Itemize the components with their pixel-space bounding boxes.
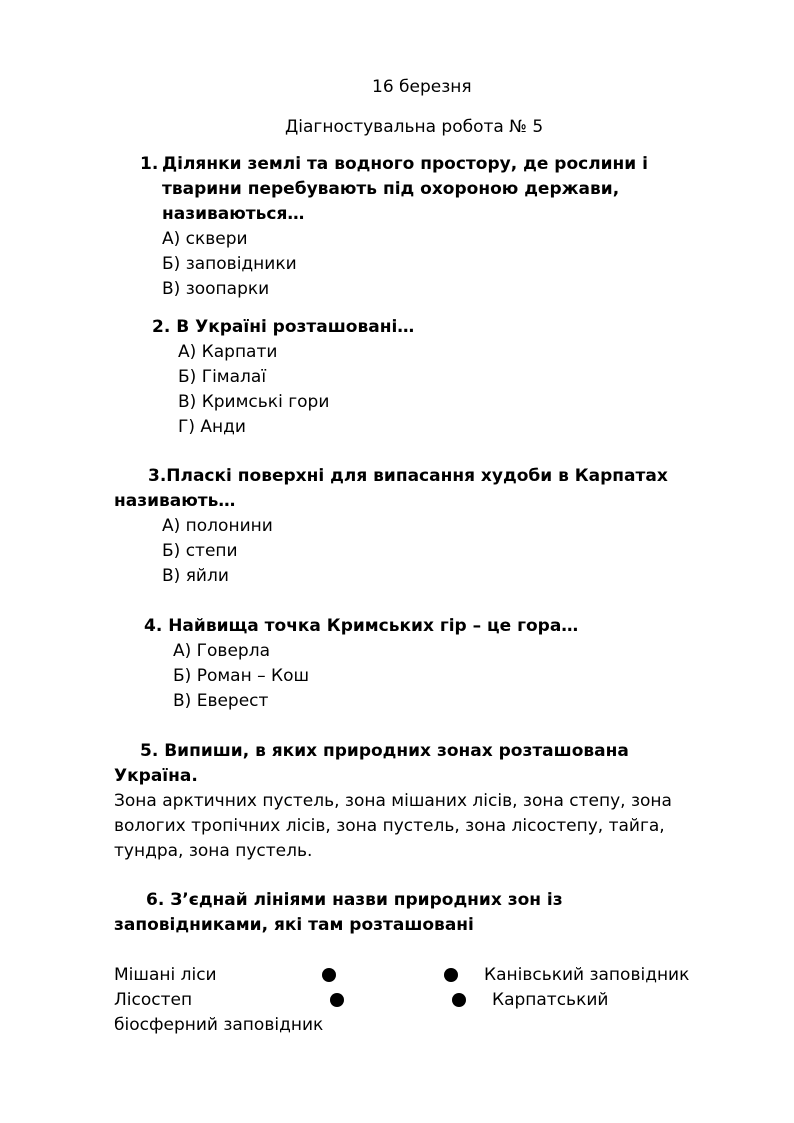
match-dot-left-2[interactable] bbox=[330, 993, 344, 1007]
question-3-option-b: Б) степи bbox=[162, 541, 238, 561]
question-1-text-line: тварини перебувають під охороною держави, bbox=[162, 179, 620, 199]
question-2-option-b: Б) Гімалаї bbox=[178, 367, 267, 387]
question-3-option-a: А) полонини bbox=[162, 516, 273, 536]
question-1-option-b: Б) заповідники bbox=[162, 254, 297, 274]
question-1-option-c: В) зоопарки bbox=[162, 279, 270, 299]
question-2-option-d: Г) Анди bbox=[178, 417, 246, 437]
question-1-text-line: називаються… bbox=[162, 204, 305, 224]
question-2-option-a: А) Карпати bbox=[178, 342, 278, 362]
question-4-text: 4. Найвища точка Кримських гір – це гора… bbox=[144, 616, 579, 636]
question-5-text-line: Україна. bbox=[114, 766, 198, 786]
question-5-body-line: вологих тропічних лісів, зона пустель, зона лісостепу, тайга, bbox=[114, 816, 665, 836]
question-3-text-line: 3.Пласкі поверхні для випасання худоби в Карпатах bbox=[148, 466, 668, 486]
question-2-option-c: В) Кримські гори bbox=[178, 392, 330, 412]
question-6-text-line: 6. З’єднай лініями назви природних зон із bbox=[146, 890, 563, 910]
question-1-text-line: Ділянки землі та водного простору, де рослини і bbox=[162, 154, 648, 174]
match-dot-left-1[interactable] bbox=[322, 968, 336, 982]
question-6-text-line: заповідниками, які там розташовані bbox=[114, 915, 474, 935]
reserve-right-carpathian: Карпатський bbox=[492, 990, 609, 1010]
zone-left-forest-steppe: Лісостеп bbox=[114, 990, 193, 1010]
question-1-number: 1. bbox=[140, 154, 159, 174]
question-3-text-line: називають… bbox=[114, 491, 236, 511]
zone-left-mixed-forests: Мішані ліси bbox=[114, 965, 217, 985]
question-5-body-line: тундра, зона пустель. bbox=[114, 841, 313, 861]
match-dot-right-2[interactable] bbox=[452, 993, 466, 1007]
question-5-text-line: 5. Випиши, в яких природних зонах розташована bbox=[140, 741, 629, 761]
date: 16 березня bbox=[372, 77, 472, 97]
question-3-option-c: В) яйли bbox=[162, 566, 229, 586]
reserve-right-kaniv: Канівський заповідник bbox=[484, 965, 690, 985]
question-1-option-a: А) сквери bbox=[162, 229, 248, 249]
page-title: Діагностувальна робота № 5 bbox=[285, 117, 544, 137]
question-4-option-b: Б) Роман – Кош bbox=[173, 666, 310, 686]
question-4-option-a: А) Говерла bbox=[173, 641, 270, 661]
question-5-body-line: Зона арктичних пустель, зона мішаних лісів, зона степу, зона bbox=[114, 791, 672, 811]
reserve-right-carpathian-wrap: біосферний заповідник bbox=[114, 1015, 324, 1035]
match-dot-right-1[interactable] bbox=[444, 968, 458, 982]
question-2-text: 2. В Україні розташовані… bbox=[152, 317, 415, 337]
question-4-option-c: В) Еверест bbox=[173, 691, 269, 711]
